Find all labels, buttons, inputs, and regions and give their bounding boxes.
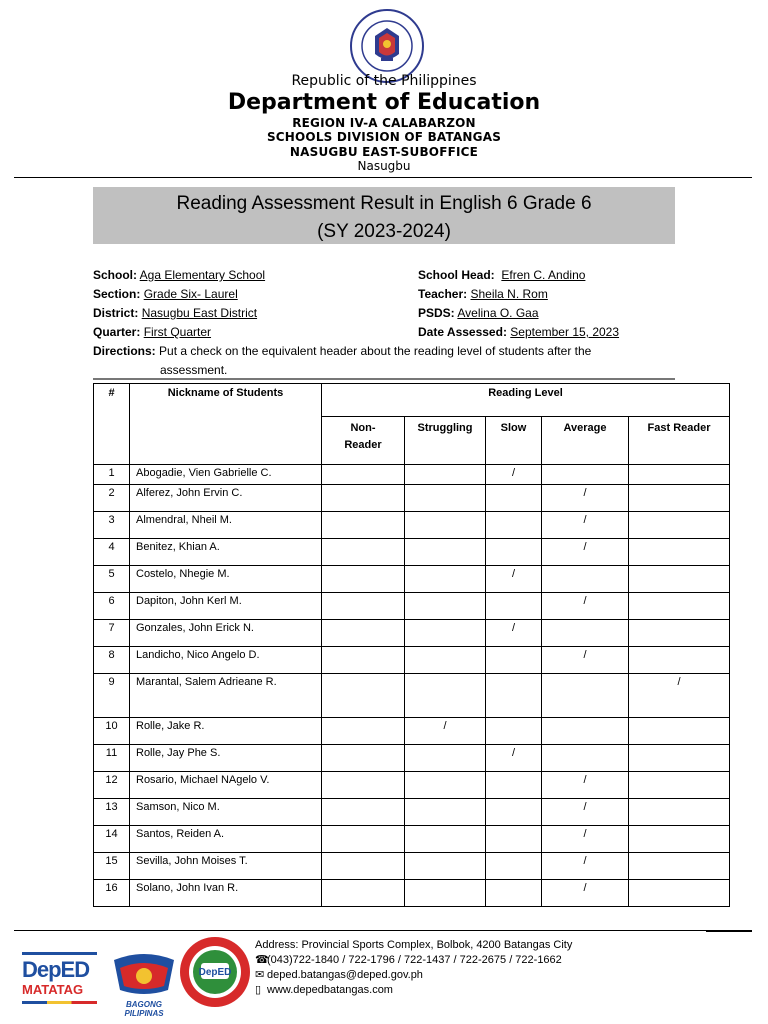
mark-average xyxy=(542,566,629,593)
psds-label: PSDS: xyxy=(418,306,455,320)
mark-struggling: / xyxy=(405,718,486,745)
table-row xyxy=(94,853,730,880)
region-heading: REGION IV-A CALABARZON xyxy=(292,116,476,130)
student-name: Marantal, Salem Adrieane R. xyxy=(130,674,322,718)
mark-struggling xyxy=(405,880,486,907)
mark-fast-reader xyxy=(629,512,730,539)
title-line-2: (SY 2023-2024) xyxy=(317,221,451,242)
mark-slow xyxy=(486,772,542,799)
mark-struggling xyxy=(405,512,486,539)
mark-average xyxy=(542,745,629,772)
footer-divider xyxy=(14,930,752,931)
row-number: 8 xyxy=(94,647,130,674)
row-number: 10 xyxy=(94,718,130,745)
mark-slow xyxy=(486,647,542,674)
mark-fast-reader xyxy=(629,465,730,485)
section-label: Section: xyxy=(93,287,141,301)
table-row xyxy=(94,745,730,772)
mark-fast-reader xyxy=(629,539,730,566)
mark-struggling xyxy=(405,745,486,772)
row-number: 12 xyxy=(94,772,130,799)
mark-non-reader xyxy=(322,880,405,907)
mark-average xyxy=(542,465,629,485)
mark-non-reader xyxy=(322,465,405,485)
mark-fast-reader xyxy=(629,718,730,745)
mark-non-reader xyxy=(322,853,405,880)
row-number: 1 xyxy=(94,465,130,485)
district-label: District: xyxy=(93,306,139,320)
district-value: Nasugbu East District xyxy=(141,306,258,320)
mark-slow: / xyxy=(486,620,542,647)
row-number: 14 xyxy=(94,826,130,853)
mark-average: / xyxy=(542,799,629,826)
mark-struggling xyxy=(405,465,486,485)
matatag-wordmark: MATATAG xyxy=(22,982,84,997)
mark-struggling xyxy=(405,826,486,853)
mark-struggling xyxy=(405,799,486,826)
col-header-name: Nickname of Students xyxy=(130,384,322,465)
col-header-slow: Slow xyxy=(486,417,542,465)
row-number: 5 xyxy=(94,566,130,593)
deped-wordmark: DepED xyxy=(22,957,90,982)
mark-non-reader xyxy=(322,772,405,799)
mark-slow xyxy=(486,718,542,745)
mark-average: / xyxy=(542,647,629,674)
mark-average: / xyxy=(542,593,629,620)
bagong-pilipinas-emblem xyxy=(108,950,180,996)
mark-fast-reader xyxy=(629,880,730,907)
mark-non-reader xyxy=(322,566,405,593)
student-name: Samson, Nico M. xyxy=(130,799,322,826)
row-number: 3 xyxy=(94,512,130,539)
logo-flag-stripe xyxy=(22,1001,97,1004)
student-name: Rolle, Jake R. xyxy=(130,718,322,745)
table-row xyxy=(94,620,730,647)
mark-slow xyxy=(486,880,542,907)
table-row xyxy=(94,465,730,485)
title-line-1: Reading Assessment Result in English 6 Grade 6 xyxy=(176,193,592,214)
col-header-fast-reader: Fast Reader xyxy=(629,417,730,465)
directions xyxy=(93,342,673,380)
student-name: Rolle, Jay Phe S. xyxy=(130,745,322,772)
info-right xyxy=(418,266,619,342)
mark-non-reader xyxy=(322,539,405,566)
table-row xyxy=(94,826,730,853)
table-row xyxy=(94,772,730,799)
mark-struggling xyxy=(405,674,486,718)
date-value: September 15, 2023 xyxy=(510,325,620,339)
student-name: Landicho, Nico Angelo D. xyxy=(130,647,322,674)
mark-slow xyxy=(486,485,542,512)
header-divider xyxy=(14,177,752,178)
quarter-value: First Quarter xyxy=(143,325,212,339)
mark-struggling xyxy=(405,566,486,593)
teacher-value: Sheila N. Rom xyxy=(470,287,548,301)
directions-text-1: Put a check on the equivalent header about the reading level of students after the xyxy=(159,344,592,358)
table-row xyxy=(94,647,730,674)
mark-average xyxy=(542,718,629,745)
student-name: Alferez, John Ervin C. xyxy=(130,485,322,512)
mark-non-reader xyxy=(322,674,405,718)
date-label: Date Assessed: xyxy=(418,325,507,339)
seal-deped-text: DepED xyxy=(198,967,232,978)
mark-slow xyxy=(486,826,542,853)
table-row xyxy=(94,799,730,826)
mark-non-reader xyxy=(322,647,405,674)
batangas-division-seal-logo xyxy=(178,935,252,1009)
school-head-value: Efren C. Andino xyxy=(501,268,586,282)
footer-email: deped.batangas@deped.gov.ph xyxy=(267,969,423,981)
mark-slow: / xyxy=(486,566,542,593)
mark-fast-reader xyxy=(629,485,730,512)
logo-stripe xyxy=(22,952,97,955)
student-name: Sevilla, John Moises T. xyxy=(130,853,322,880)
mark-fast-reader xyxy=(629,620,730,647)
phone-icon: ☎ xyxy=(255,954,269,966)
mark-average xyxy=(542,674,629,718)
row-number: 2 xyxy=(94,485,130,512)
mark-fast-reader xyxy=(629,647,730,674)
table-row xyxy=(94,566,730,593)
col-header-non-reader: Non- Reader xyxy=(322,417,405,465)
col-header-struggling: Struggling xyxy=(405,417,486,465)
mark-average: / xyxy=(542,826,629,853)
directions-divider xyxy=(93,378,675,380)
psds-value: Avelina O. Gaa xyxy=(457,306,539,320)
mark-slow xyxy=(486,799,542,826)
table-row xyxy=(94,718,730,745)
mark-average: / xyxy=(542,485,629,512)
bagong-pilipinas-text: BAGONG PILIPINAS xyxy=(124,1000,164,1018)
mark-fast-reader xyxy=(629,772,730,799)
mark-struggling xyxy=(405,485,486,512)
table-row xyxy=(94,539,730,566)
mark-non-reader xyxy=(322,485,405,512)
table-row xyxy=(94,485,730,512)
mark-non-reader xyxy=(322,799,405,826)
mark-average: / xyxy=(542,853,629,880)
republic-heading: Republic of the Philippines xyxy=(291,73,477,89)
row-number: 16 xyxy=(94,880,130,907)
mark-slow: / xyxy=(486,745,542,772)
row-number: 15 xyxy=(94,853,130,880)
table-row xyxy=(94,880,730,907)
student-name: Dapiton, John Kerl M. xyxy=(130,593,322,620)
student-name: Benitez, Khian A. xyxy=(130,539,322,566)
table-row xyxy=(94,512,730,539)
mark-non-reader xyxy=(322,512,405,539)
footer-address: Address: Provincial Sports Complex, Bolbok, 4200 Batangas City xyxy=(255,939,573,951)
mark-average: / xyxy=(542,512,629,539)
student-name: Costelo, Nhegie M. xyxy=(130,566,322,593)
mark-average: / xyxy=(542,539,629,566)
deped-matatag-logo xyxy=(22,952,97,1010)
mark-non-reader xyxy=(322,718,405,745)
student-name: Almendral, Nheil M. xyxy=(130,512,322,539)
mark-slow xyxy=(486,853,542,880)
mark-struggling xyxy=(405,539,486,566)
row-number: 7 xyxy=(94,620,130,647)
footer-phone: (043)722-1840 / 722-1796 / 722-1437 / 722-2675 / 722-1662 xyxy=(267,954,562,966)
student-name: Solano, John Ivan R. xyxy=(130,880,322,907)
mark-average xyxy=(542,620,629,647)
suboffice-heading: NASUGBU EAST-SUBOFFICE xyxy=(289,145,479,159)
school-head-label: School Head: xyxy=(418,268,495,282)
department-heading: Department of Education xyxy=(227,90,541,115)
info-left xyxy=(93,266,265,342)
quarter-label: Quarter: xyxy=(93,325,141,339)
mark-slow xyxy=(486,593,542,620)
directions-label: Directions: xyxy=(93,344,156,358)
row-number: 4 xyxy=(94,539,130,566)
school-value: Aga Elementary School xyxy=(139,268,266,282)
mark-struggling xyxy=(405,593,486,620)
mark-slow xyxy=(486,512,542,539)
mark-struggling xyxy=(405,853,486,880)
mark-non-reader xyxy=(322,620,405,647)
mark-slow xyxy=(486,539,542,566)
mark-average: / xyxy=(542,880,629,907)
mark-slow xyxy=(486,674,542,718)
directions-text-2: assessment. xyxy=(160,363,228,377)
mark-non-reader xyxy=(322,826,405,853)
mark-fast-reader xyxy=(629,826,730,853)
mark-fast-reader: / xyxy=(629,674,730,718)
web-icon: ▯ xyxy=(255,984,262,996)
table-row xyxy=(94,593,730,620)
col-header-reading-level: Reading Level xyxy=(322,384,730,417)
reading-level-table xyxy=(93,383,730,907)
mark-fast-reader xyxy=(629,745,730,772)
mark-fast-reader xyxy=(629,566,730,593)
footer-divider-accent xyxy=(706,930,752,932)
student-name: Abogadie, Vien Gabrielle C. xyxy=(130,465,322,485)
row-number: 11 xyxy=(94,745,130,772)
mark-fast-reader xyxy=(629,853,730,880)
row-number: 13 xyxy=(94,799,130,826)
teacher-label: Teacher: xyxy=(418,287,468,301)
table-row xyxy=(94,674,730,718)
student-name: Santos, Reiden A. xyxy=(130,826,322,853)
mark-struggling xyxy=(405,772,486,799)
mark-slow: / xyxy=(486,465,542,485)
title-box xyxy=(93,187,675,244)
mark-average: / xyxy=(542,772,629,799)
envelope-icon: ✉ xyxy=(255,969,265,981)
bagong-pilipinas-logo xyxy=(108,950,180,1018)
footer-contact xyxy=(255,938,572,998)
mark-struggling xyxy=(405,620,486,647)
footer-website: www.depedbatangas.com xyxy=(267,984,393,996)
student-name: Gonzales, John Erick N. xyxy=(130,620,322,647)
row-number: 9 xyxy=(94,674,130,718)
mark-struggling xyxy=(405,647,486,674)
col-header-number: # xyxy=(94,384,130,465)
mark-fast-reader xyxy=(629,799,730,826)
school-label: School: xyxy=(93,268,137,282)
row-number: 6 xyxy=(94,593,130,620)
col-header-average: Average xyxy=(542,417,629,465)
town-heading: Nasugbu xyxy=(357,159,411,173)
section-value: Grade Six- Laurel xyxy=(143,287,238,301)
mark-fast-reader xyxy=(629,593,730,620)
student-name: Rosario, Michael NAgelo V. xyxy=(130,772,322,799)
division-heading: SCHOOLS DIVISION OF BATANGAS xyxy=(266,130,502,144)
mark-non-reader xyxy=(322,593,405,620)
mark-non-reader xyxy=(322,745,405,772)
